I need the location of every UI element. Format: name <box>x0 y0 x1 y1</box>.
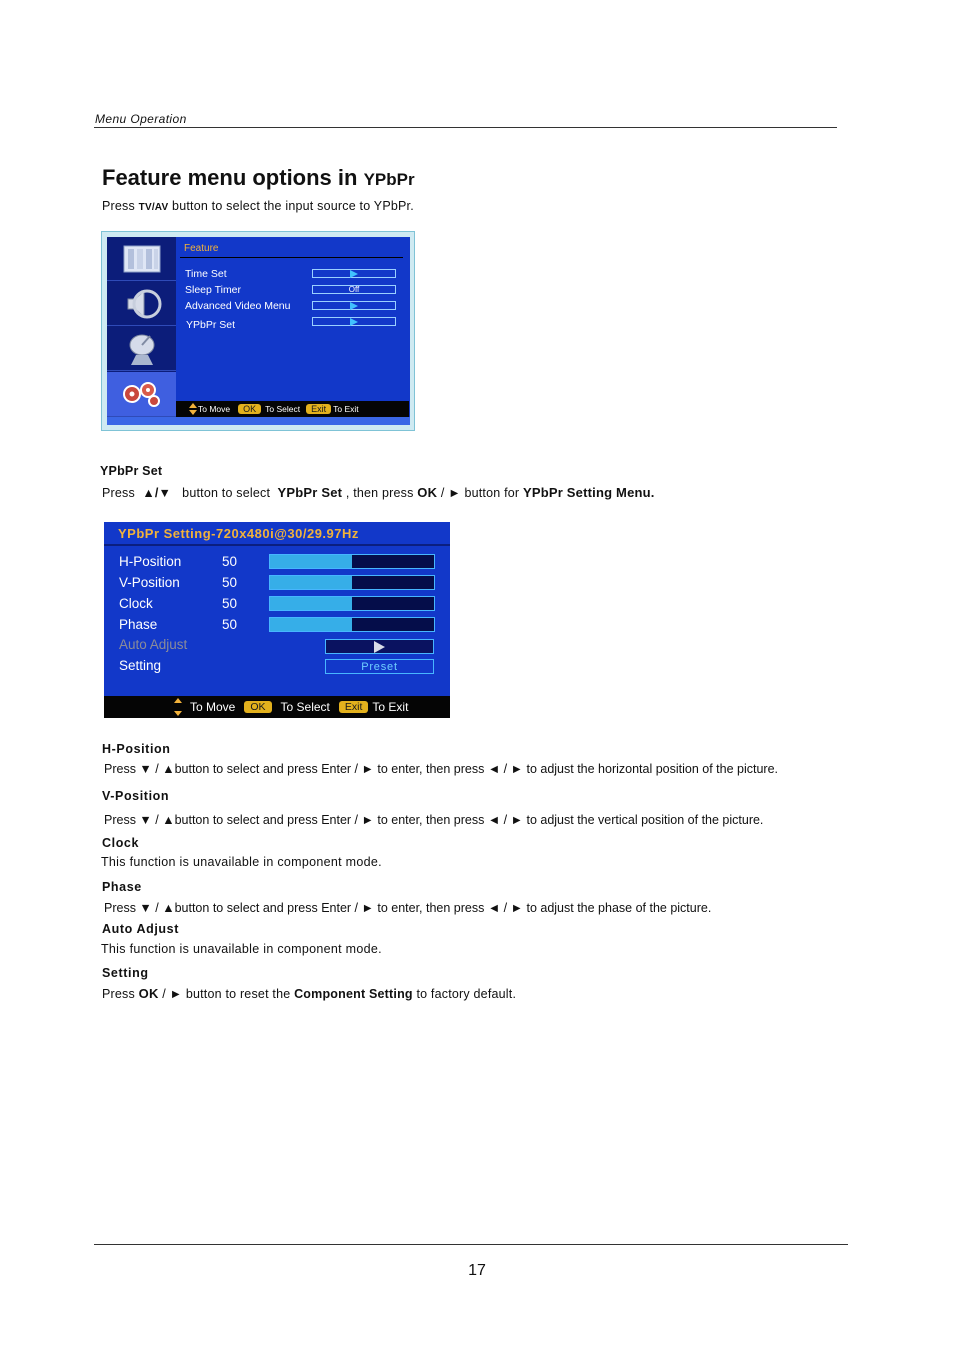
ypbpr-t2: , then press <box>345 486 414 500</box>
ypbpr-menu: YPbPr Setting Menu. <box>522 485 655 500</box>
arrow-right-icon <box>350 318 358 326</box>
phase-heading: Phase <box>102 880 142 894</box>
updown-arrows-icon <box>104 697 190 717</box>
feature-menu-title-divider <box>180 257 403 258</box>
ypbpr-target: YPbPr Set <box>277 485 343 500</box>
clock-slider-fill <box>270 597 352 610</box>
ypbpr-t3: / ► button for <box>440 486 520 500</box>
v-position-text: Press ▼ / ▲button to select and press Enter / ► to enter, then press ◄ / ► to adjust the vertical position of the picture. <box>104 813 764 827</box>
feature-menu-title: Feature <box>184 243 219 254</box>
h-position-slider[interactable] <box>269 554 435 569</box>
page-title-suffix: YPbPr <box>363 170 415 189</box>
exit-key: Exit <box>306 404 331 414</box>
footer-select-text: To Select <box>280 700 330 714</box>
feature-menu-footer <box>176 401 409 417</box>
setting-press: Press <box>102 987 135 1001</box>
v-position-slider[interactable] <box>269 575 435 590</box>
page-number: 17 <box>468 1262 486 1279</box>
menu-item-advanced-video-menu[interactable]: Advanced Video Menu <box>185 300 291 312</box>
page-title-main: Feature menu options in <box>102 165 364 190</box>
channel-dish-icon[interactable] <box>107 327 176 371</box>
sound-icon[interactable] <box>107 282 176 326</box>
footer-divider <box>94 1244 848 1245</box>
ypbpr-arrows: ▲/▼ <box>142 486 172 500</box>
page-title <box>102 165 415 191</box>
footer-exit-text: To Exit <box>333 404 359 414</box>
h-position-label[interactable]: H-Position <box>119 554 182 569</box>
menu-item-ypbpr-set[interactable]: YPbPr Set <box>186 319 236 331</box>
menu-item-sleep-timer[interactable]: Sleep Timer <box>185 284 242 296</box>
phase-text: Press ▼ / ▲button to select and press Enter / ► to enter, then press ◄ / ► to adjust the phase of the picture. <box>104 901 712 915</box>
footer-exit-text: To Exit <box>372 700 409 714</box>
updown-arrows-icon <box>176 403 198 415</box>
time-set-arrow-box[interactable] <box>312 269 396 278</box>
clock-slider[interactable] <box>269 596 435 611</box>
auto-adjust-heading: Auto Adjust <box>102 922 179 936</box>
auto-adjust-text: This function is unavailable in component mode. <box>101 942 382 956</box>
header-section-label: Menu Operation <box>95 112 187 126</box>
phase-label[interactable]: Phase <box>119 617 158 632</box>
setting-text <box>102 986 516 1001</box>
setting-preset-value[interactable]: Preset <box>325 659 434 674</box>
feature-menu-bottom-strip <box>107 417 410 425</box>
setting-label[interactable]: Setting <box>119 658 162 673</box>
feature-menu-sidebar <box>107 237 176 417</box>
footer-move-text: To Move <box>190 700 236 714</box>
ypbpr-t1: button to select <box>182 486 271 500</box>
phase-slider-fill <box>270 618 352 631</box>
ypbpr-setting-title: YPbPr Setting-720x480i@30/29.97Hz <box>118 526 359 541</box>
menu-item-time-set[interactable]: Time Set <box>185 268 227 280</box>
v-position-label[interactable]: V-Position <box>119 575 180 590</box>
v-position-slider-fill <box>270 576 352 589</box>
intro-rest: button to select the input source to YPbPr. <box>172 199 414 213</box>
ypbpr-set-heading: YPbPr Set <box>100 464 163 478</box>
clock-label[interactable]: Clock <box>119 596 153 611</box>
footer-move-text: To Move <box>198 404 231 414</box>
clock-heading: Clock <box>102 836 140 850</box>
h-position-value: 50 <box>222 554 238 569</box>
picture-icon[interactable] <box>107 237 176 281</box>
arrow-right-icon <box>350 270 358 278</box>
phase-value: 50 <box>222 617 238 632</box>
header-divider <box>94 127 837 128</box>
footer-select-text: To Select <box>265 404 301 414</box>
sleep-timer-value[interactable]: Off <box>312 285 396 294</box>
h-position-text: Press ▼ / ▲button to select and press Enter / ► to enter, then press ◄ / ► to adjust the horizontal position of the picture. <box>104 762 779 776</box>
intro-line <box>102 199 414 213</box>
ypbpr-ok: OK <box>417 485 438 500</box>
ypbpr-setting-footer <box>104 696 450 718</box>
v-position-heading: V-Position <box>102 789 170 803</box>
h-position-slider-fill <box>270 555 352 568</box>
setting-ok: OK <box>138 986 159 1001</box>
setting-end: to factory default. <box>416 987 517 1001</box>
setting-mid: / ► button to reset the <box>162 987 291 1001</box>
clock-value: 50 <box>222 596 238 611</box>
exit-key: Exit <box>339 701 369 713</box>
arrow-right-icon <box>350 302 358 310</box>
ypbpr-set-line <box>102 485 655 500</box>
phase-slider[interactable] <box>269 617 435 632</box>
ypbpr-press: Press <box>102 486 135 500</box>
ypbpr-set-arrow-box[interactable] <box>312 317 396 326</box>
setting-target: Component Setting <box>294 987 413 1001</box>
h-position-heading: H-Position <box>102 742 171 756</box>
auto-adjust-label: Auto Adjust <box>119 637 188 652</box>
intro-press: Press <box>102 199 135 213</box>
arrow-right-icon <box>374 641 385 653</box>
auto-adjust-arrow-box <box>325 639 434 654</box>
feature-gears-icon[interactable] <box>107 372 176 417</box>
clock-text: This function is unavailable in component mode. <box>101 855 382 869</box>
ypbpr-setting-title-divider <box>104 544 450 546</box>
setting-heading: Setting <box>102 966 149 980</box>
v-position-value: 50 <box>222 575 238 590</box>
ok-key: OK <box>244 701 271 713</box>
advanced-video-arrow-box[interactable] <box>312 301 396 310</box>
ok-key: OK <box>238 404 261 414</box>
intro-key: TV/AV <box>138 202 169 213</box>
